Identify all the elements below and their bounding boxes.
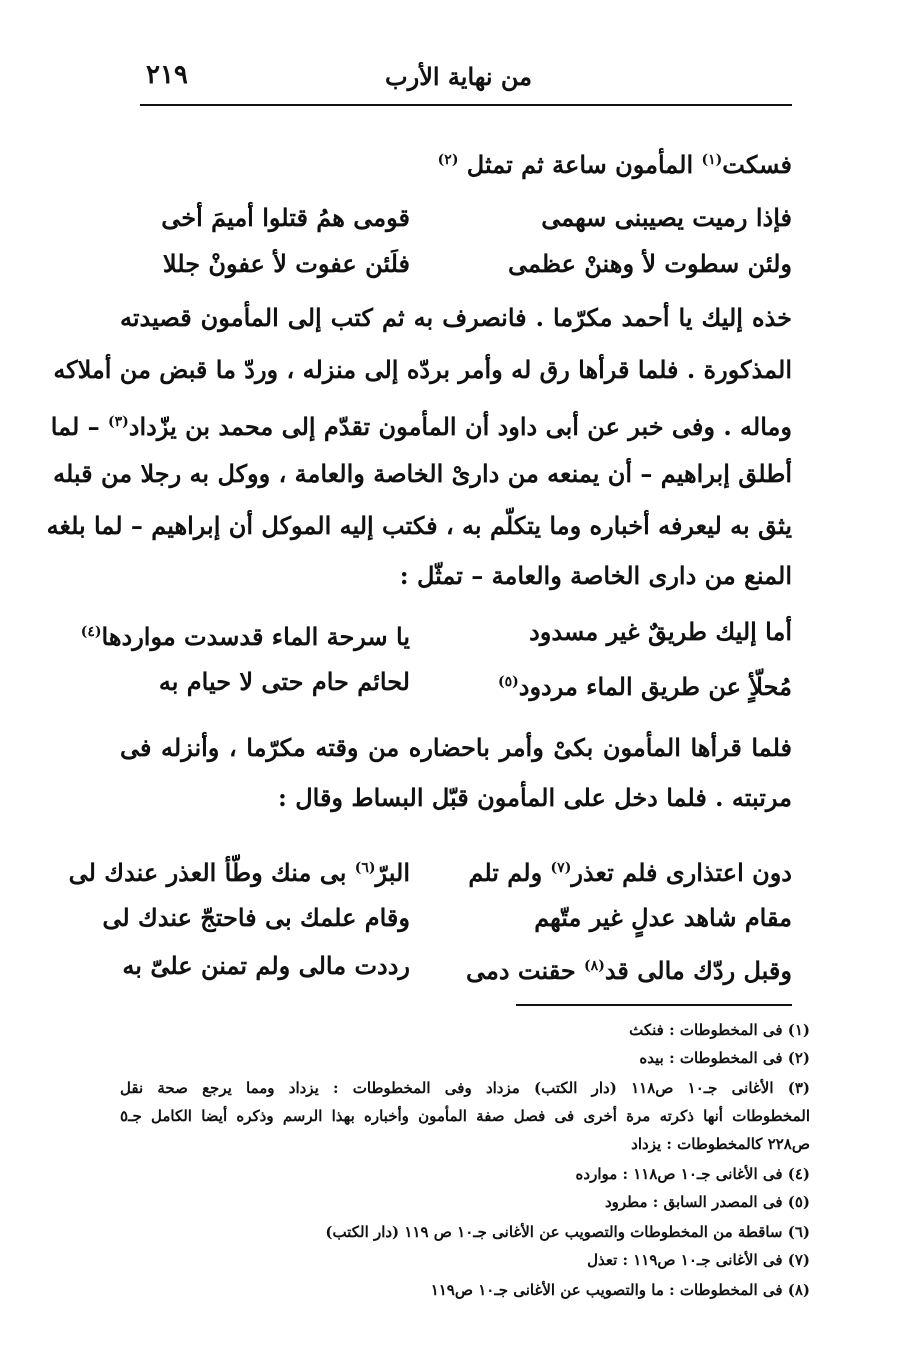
verse-7-hemistich-1: رددت مالى ولم تمنن علىّ به [122, 951, 410, 980]
footnote-2: (٢) فى المخطوطات : بيده [639, 1049, 810, 1067]
verse-text: دون اعتذارى فلم تعذر [571, 858, 792, 887]
verse-4-hemistich-1: لحائم حام حتى لا حيام به [158, 667, 410, 696]
paragraph-line [50, 402, 792, 447]
verse-2-hemistich-1: فلَئن عفوت لأ عفونْ جللا [162, 249, 410, 278]
footnote-ref-7: (٧) [550, 860, 572, 876]
verse-text: يا سرحة الماء قدسدت مواردها [101, 622, 410, 651]
paragraph-line: أطلق إبراهيم – أن يمنعه من دارىْ الخاصة والعامة ، ووكل به رجلا من قبله [53, 459, 792, 488]
footnote-ref-2: (٢) [437, 152, 459, 168]
paragraph-line: يثق به ليعرفه أخباره وما يتكلّم به ، فكتب إليه الموكل أن إبراهيم – لما بلغه [46, 511, 792, 540]
verse-text: حقنت دمى [466, 956, 585, 985]
page-header [140, 58, 792, 106]
page-number: ٢١٩ [146, 60, 188, 90]
verse-text: ولم تلم [468, 858, 551, 887]
footnote-7: (٧) فى الأغانى جـ١٠ ص١١٩ : تعذل [587, 1251, 810, 1269]
verse-3-hemistich-1 [80, 612, 410, 657]
footnote-ref-1: (١) [701, 152, 723, 168]
footnote-1: (١) فى المخطوطات : فنكث [629, 1021, 810, 1039]
footnote-5: (٥) فى المصدر السابق : مطرود [604, 1193, 810, 1211]
verse-4-hemistich-2 [492, 662, 792, 707]
verse-7-hemistich-2 [466, 946, 792, 991]
footnote-4: (٤) فى الأغانى جـ١٠ ص١١٨ : موارده [575, 1165, 810, 1183]
verse-6-hemistich-1: وقام علمك بى فاحتجّ عندك لى [102, 903, 410, 932]
footnote-ref-5: (٥) [497, 674, 519, 690]
verse-3-hemistich-2: أما إليك طريقٌ غير مسدود [529, 617, 792, 646]
paragraph-text: – لما [50, 412, 108, 441]
footnote-ref-6: (٦) [354, 860, 376, 876]
verse-text: وقبل ردّك مالى قد [604, 956, 792, 985]
verse-text: مُحلّأٍ عن طريق الماء مردود [518, 672, 792, 701]
verse-6-hemistich-2: مقام شاهد عدلٍ غير متّهم [534, 903, 792, 932]
paragraph-line: المنع من دارى الخاصة والعامة – تمثّل : [399, 561, 792, 590]
paragraph-line: مرتبته . فلما دخل على المأمون قبّل البساط وقال : [277, 783, 792, 812]
running-title: من نهاية الأرب [385, 62, 532, 91]
paragraph-line: فلما قرأها المأمون بكىْ وأمر باحضاره من وقته مكرّما ، وأنزله فى [120, 733, 792, 762]
paragraph-line: خذه إليك يا أحمد مكرّما . فانصرف به ثم كتب إلى المأمون قصيدته [120, 303, 792, 332]
footnote-3: (٣) الأغانى جـ١٠ ص١١٨ (دار الكتب) مزداد وفى المخطوطات : يزداد ومما يرجع صحة نقل [120, 1079, 810, 1097]
footnote-separator [516, 1004, 792, 1006]
intro-line [120, 140, 792, 185]
verse-1-hemistich-1: قومى همُ قتلوا أميمَ أخى [161, 203, 410, 232]
verse-2-hemistich-2: ولئن سطوت لأ وهننْ عظمى [508, 249, 792, 278]
verse-5-hemistich-1 [68, 848, 410, 893]
intro-text-1: فسكت [722, 150, 792, 179]
verse-1-hemistich-2: فإذا رميت يصيبنى سهمى [541, 203, 792, 232]
paragraph-line: المذكورة . فلما قرأها رق له وأمر بردّه إلى منزله ، وردّ ما قبض من أملاكه [53, 355, 792, 384]
footnote-8: (٨) فى المخطوطات : ما والتصويب عن الأغانى جـ١٠ ص١١٩ [430, 1281, 810, 1299]
verse-text: بى منك وطّأ العذر عندك لى [68, 858, 355, 887]
verse-text: البرّ [375, 858, 410, 887]
footnote-ref-3: (٣) [108, 414, 129, 430]
paragraph-text: وماله . وفى خبر عن أبى داود أن المأمون تقدّم إلى محمد بن يزّداد [128, 412, 792, 441]
footnote-ref-8: (٨) [584, 958, 605, 974]
intro-text-2: المأمون ساعة ثم تمثل [458, 150, 702, 179]
footnote-3-continued: ص٢٢٨ كالمخطوطات : يزداد [631, 1135, 810, 1153]
verse-5-hemistich-2 [468, 848, 792, 893]
footnote-3-continued: المخطوطات أنها ذكرته مرة أخرى فى فصل صفة المأمون وأخباره بهذا الرسم وذكره أيضا الكامل جـ٥ [120, 1107, 810, 1125]
footnote-ref-4: (٤) [80, 624, 102, 640]
footnote-6: (٦) ساقطة من المخطوطات والتصويب عن الأغانى جـ١٠ ص ١١٩ (دار الكتب) [325, 1223, 810, 1241]
